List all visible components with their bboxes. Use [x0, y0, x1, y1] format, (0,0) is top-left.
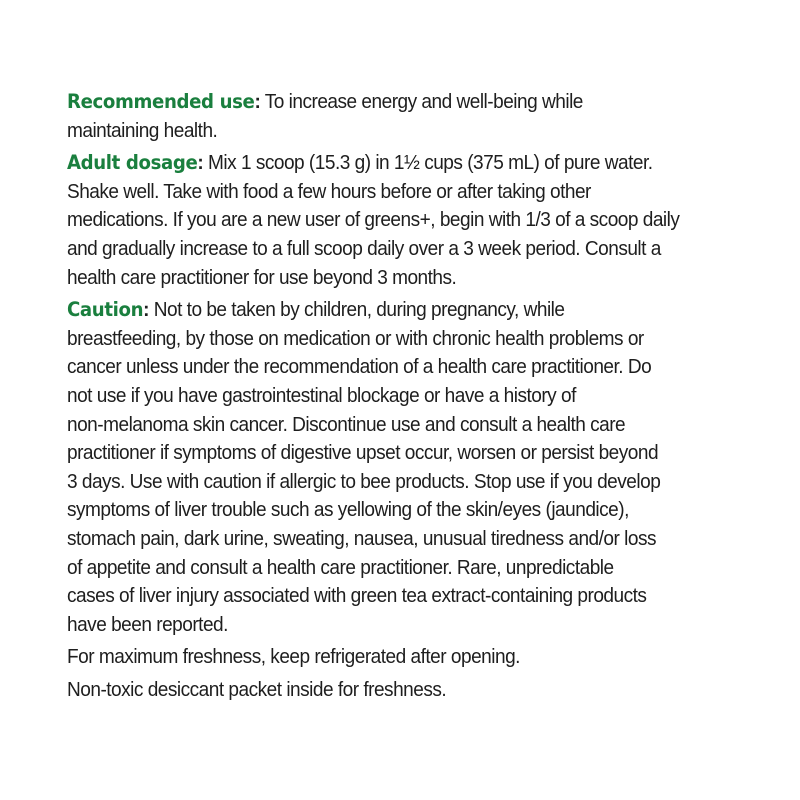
adult-dosage-line-5: health care practitioner for use beyond 3 months.	[67, 265, 457, 289]
storage-note	[67, 643, 718, 672]
caution-line-6: practitioner if symptoms of digestive upset occur, worsen or persist beyond	[67, 441, 659, 465]
caution-line-5: non-melanoma skin cancer. Discontinue use and consult a health care	[67, 412, 626, 436]
desiccant-note	[67, 676, 718, 705]
caution-line-1	[67, 296, 718, 325]
adult-dosage-text: Mix 1 scoop (15.3 g) in 1½ cups (375 mL) of pure water.	[203, 151, 653, 175]
recommended-use-line-2: maintaining health.	[67, 118, 218, 142]
recommended-use-text: To increase energy and well-being while	[260, 90, 583, 113]
recommended-use-label: Recommended use	[67, 90, 255, 113]
adult-dosage-line-2: Shake well. Take with food a few hours before or after taking other	[67, 179, 591, 203]
recommended-use-colon: :	[254, 90, 261, 113]
adult-dosage-section	[67, 149, 718, 292]
caution-label: Caution	[67, 298, 144, 322]
caution-line-7: 3 days. Use with caution if allergic to bee products. Stop use if you develop	[67, 469, 661, 493]
caution-line-10: of appetite and consult a health care practitioner. Rare, unpredictable	[67, 555, 614, 579]
recommended-use-section	[67, 88, 718, 145]
product-label-text	[67, 88, 718, 708]
caution-line-2: breastfeeding, by those on medication or with chronic health problems or	[67, 326, 644, 350]
desiccant-text: Non-toxic desiccant packet inside for freshness.	[67, 677, 447, 701]
caution-line-11: cases of liver injury associated with green tea extract-containing products	[67, 584, 647, 608]
caution-line-12: have been reported.	[67, 612, 228, 636]
storage-text: For maximum freshness, keep refrigerated after opening.	[67, 645, 520, 669]
caution-line-3: cancer unless under the recommendation of a health care practitioner. Do	[67, 355, 652, 379]
adult-dosage-label: Adult dosage	[67, 151, 198, 175]
caution-line-9: stomach pain, dark urine, sweating, nausea, unusual tiredness and/or loss	[67, 526, 656, 550]
recommended-use-line-1	[67, 88, 718, 117]
adult-dosage-line-4: and gradually increase to a full scoop daily over a 3 week period. Consult a	[67, 236, 661, 260]
caution-line-8: symptoms of liver trouble such as yellowing of the skin/eyes (jaundice),	[67, 498, 629, 522]
caution-line-4: not use if you have gastrointestinal blockage or have a history of	[67, 383, 576, 407]
adult-dosage-line-1	[67, 149, 718, 178]
adult-dosage-line-3: medications. If you are a new user of greens+, begin with 1/3 of a scoop daily	[67, 208, 680, 232]
caution-section	[67, 296, 718, 639]
adult-dosage-colon: :	[197, 151, 204, 175]
caution-text: Not to be taken by children, during pregnancy, while	[148, 298, 565, 322]
caution-colon: :	[143, 298, 149, 322]
